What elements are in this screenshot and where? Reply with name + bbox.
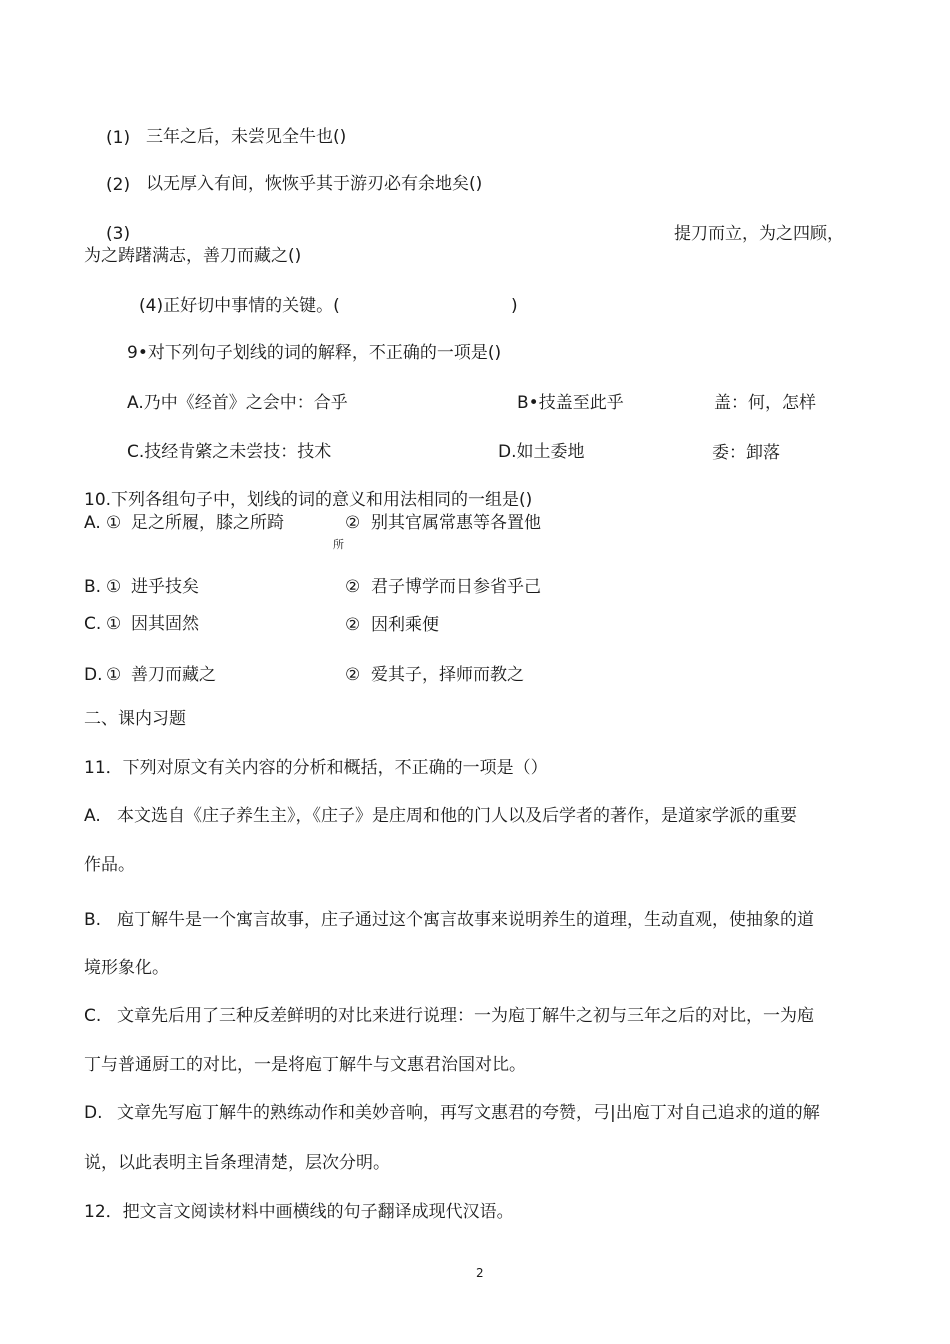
q10-option-b-sentence-1: 进乎技矣: [131, 577, 199, 597]
circle-one-icon: ①: [106, 614, 122, 634]
q11-option-c-label: C.: [84, 1006, 102, 1026]
q9-option-d-meaning: 委：卸落: [712, 443, 780, 463]
q12-stem: 12．把文言文阅读材料中画横线的句子翻译成现代汉语。: [84, 1202, 514, 1222]
q9-option-c: C.技经肯綮之未尝技：技术: [127, 442, 332, 462]
q10-option-d-sentence-1: 善刀而藏之: [131, 665, 216, 685]
q8-item-4-text: (4)正好切中事情的关键。(: [139, 296, 340, 316]
q10-option-a-sentence-2-tail: 所: [333, 538, 344, 551]
circle-two-icon: ②: [345, 513, 361, 533]
q11-option-a-line-1: 本文选自《庄子养生主》，《庄子》是庄周和他的门人以及后学者的著作，是道家学派的重要: [117, 806, 797, 826]
q9-option-b: B•技盖至此乎: [517, 393, 624, 413]
q10-option-c-label: C.: [84, 614, 102, 634]
q11-option-a-line-2: 作品。: [84, 855, 135, 875]
circle-one-icon: ①: [106, 577, 122, 597]
q9-stem: 9•对下列句子划线的词的解释，不正确的一项是(): [127, 343, 502, 363]
q9-option-a: A.乃中《经首》之会中：合乎: [127, 393, 348, 413]
q10-option-a-label: A.: [84, 513, 101, 533]
circle-one-icon: ①: [106, 665, 122, 685]
q8-item-1-number: (1): [106, 128, 131, 148]
q10-option-a-sentence-1: 足之所履，膝之所踦: [131, 513, 284, 533]
q8-item-2-number: (2): [106, 175, 131, 195]
q9-option-d: D.如土委地: [498, 442, 585, 462]
q10-stem: 10.下列各组句子中，划线的词的意义和用法相同的一组是(): [84, 490, 533, 510]
circle-two-icon: ②: [345, 577, 361, 597]
q8-item-3-text-right: 提刀而立，为之四顾，: [674, 224, 844, 244]
q8-item-3-number: (3): [106, 224, 131, 244]
section-heading: 二、课内习题: [84, 709, 186, 729]
page-number: 2: [476, 1266, 484, 1280]
q11-option-a-label: A.: [84, 806, 101, 826]
q8-item-2-text: 以无厚入有间，恢恢乎其于游刃必有余地矣(): [146, 174, 483, 194]
q10-option-d-sentence-2: 爱其子，择师而教之: [371, 665, 524, 685]
circle-two-icon: ②: [345, 665, 361, 685]
q11-option-b-label: B.: [84, 910, 102, 930]
q10-option-b-sentence-2: 君子博学而日参省乎己: [371, 577, 541, 597]
q8-item-1-text: 三年之后，未尝见全牛也(): [146, 127, 347, 147]
q10-option-c-sentence-1: 因其固然: [131, 614, 199, 634]
q10-option-c-sentence-2: 因利乘便: [371, 615, 439, 635]
q9-option-b-meaning: 盖：何，怎样: [714, 393, 816, 413]
circle-two-icon: ②: [345, 615, 361, 635]
q11-option-d-line-2: 说，以此表明主旨条理清楚，层次分明。: [84, 1153, 390, 1173]
circle-one-icon: ①: [106, 513, 122, 533]
q10-option-d-label: D.: [84, 665, 103, 685]
q11-option-c-line-2: 丁与普通厨工的对比，一是将庖丁解牛与文惠君治国对比。: [84, 1055, 526, 1075]
q10-option-a-sentence-2: 别其官属常惠等各置他: [371, 513, 541, 533]
q11-option-b-line-1: 庖丁解牛是一个寓言故事，庄子通过这个寓言故事来说明养生的道理，生动直观，使抽象的道: [117, 910, 814, 930]
q11-option-c-line-1: 文章先后用了三种反差鲜明的对比来进行说理：一为庖丁解牛之初与三年之后的对比，一为庖: [117, 1006, 814, 1026]
q8-item-3-text-continued: 为之踌躇满志，善刀而藏之(): [84, 246, 302, 266]
q10-option-b-label: B.: [84, 577, 102, 597]
q8-item-4-close-paren: ): [511, 296, 518, 316]
q11-option-b-line-2: 境形象化。: [84, 958, 169, 978]
q11-option-d-label: D.: [84, 1103, 103, 1123]
q11-stem: 11．下列对原文有关内容的分析和概括，不正确的一项是（）: [84, 758, 548, 778]
q11-option-d-line-1: 文章先写庖丁解牛的熟练动作和美妙音响，再写文惠君的夸赞，弓|出庖丁对自己追求的道的解: [117, 1103, 820, 1123]
